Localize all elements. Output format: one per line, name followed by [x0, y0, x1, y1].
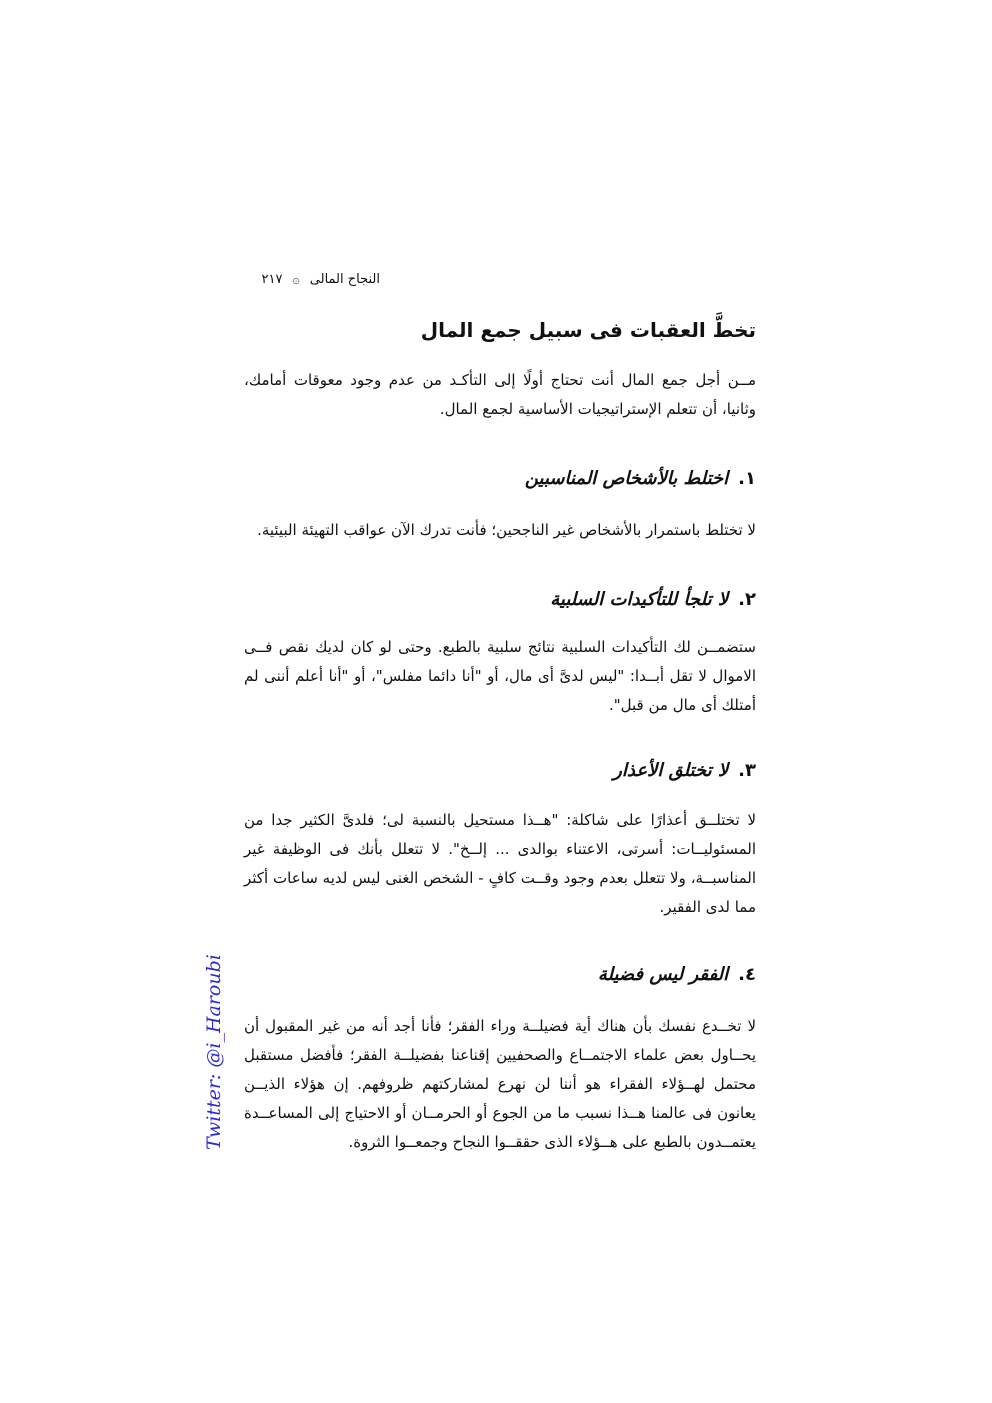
section-heading-3 — [244, 756, 756, 786]
section-heading-1 — [244, 464, 756, 494]
chapter-title: تخطَّ العقبات فى سبيل جمع المال — [420, 318, 756, 342]
book-title: النجاح المالى — [309, 272, 380, 287]
section-heading-2 — [244, 585, 756, 615]
section-number: ٣. — [738, 760, 756, 781]
section-heading-text: لا تلجأ للتأكيدات السلبية — [550, 589, 729, 610]
section-body-2: ستضمــن لك التأكيدات السلبية نتائج سلبية بالطبع. وحتى لو كان لديك نقص فــى الاموال لا تقل أبــدا: "ليس لدىَّ أى مال، أو "أنا دائما مفلس"، أو "أنا أعلم أننى لم أمتلك أى مال من قبل". — [244, 638, 756, 714]
twitter-watermark: Twitter: @i_Haroubi — [203, 954, 225, 1150]
section-heading-text: الفقر ليس فضيلة — [597, 964, 729, 985]
ornament-icon: ۞ — [292, 272, 300, 286]
intro-paragraph: مــن أجل جمع المال أنت تحتاج أولًا إلى التأكـد من عدم وجود معوقات أمامك، وثانيا، أن تتعلم الإستراتيجيات الأساسية لجمع المال. — [244, 371, 756, 418]
section-number: ١. — [738, 468, 756, 489]
section-heading-text: اختلط بالأشخاص المناسبين — [524, 468, 729, 489]
section-heading-4 — [244, 960, 756, 990]
section-body-3: لا تختلــق أعذارًا على شاكلة: "هــذا مستحيل بالنسبة لى؛ فلدىَّ الكثير جدا من المسئوليــات: أسرتى، الاعتناء بوالدى ... إلــخ". لا تتعلل بأنك فى الوظيفة غير المناسبــة، ولا تتعلل بعدم وجود وقــت كافٍ - الشخص الغنى ليس لديه ساعات أكثر مما لدى الفقير. — [244, 811, 756, 916]
page-number: ٢١٧ — [261, 272, 283, 287]
section-number: ٤. — [738, 964, 756, 985]
section-heading-text: لا تختلق الأعذار — [613, 760, 729, 781]
section-body-4: لا تخــدع نفسك بأن هناك أية فضيلــة وراء الفقر؛ فأنا أجد أنه من غير المقبول أن يحــاول بعض علماء الاجتمــاع والصحفيين إقناعنا بفضيلــة الفقر؛ فأفضل مستقبل محتمل لهــؤلاء الفقراء هو أننا لن نهرع لمشاركتهم ظروفهم. إن هؤلاء الذيــن يعانون فى عالمنا هــذا نسبب ما من الجوع أو الحرمــان أو الاحتياج إلى المساعــدة يعتمــدون بالطبع على هــؤلاء الذى حققــوا النجاح وجمعــوا الثروة. — [244, 1017, 756, 1151]
section-number: ٢. — [738, 589, 756, 610]
page-content — [244, 312, 756, 1157]
section-body-1: لا تختلط باستمرار بالأشخاص غير الناجحين؛ فأنت تدرك الآن عواقب التهيئة البيئية. — [257, 521, 756, 539]
running-header — [240, 270, 380, 289]
